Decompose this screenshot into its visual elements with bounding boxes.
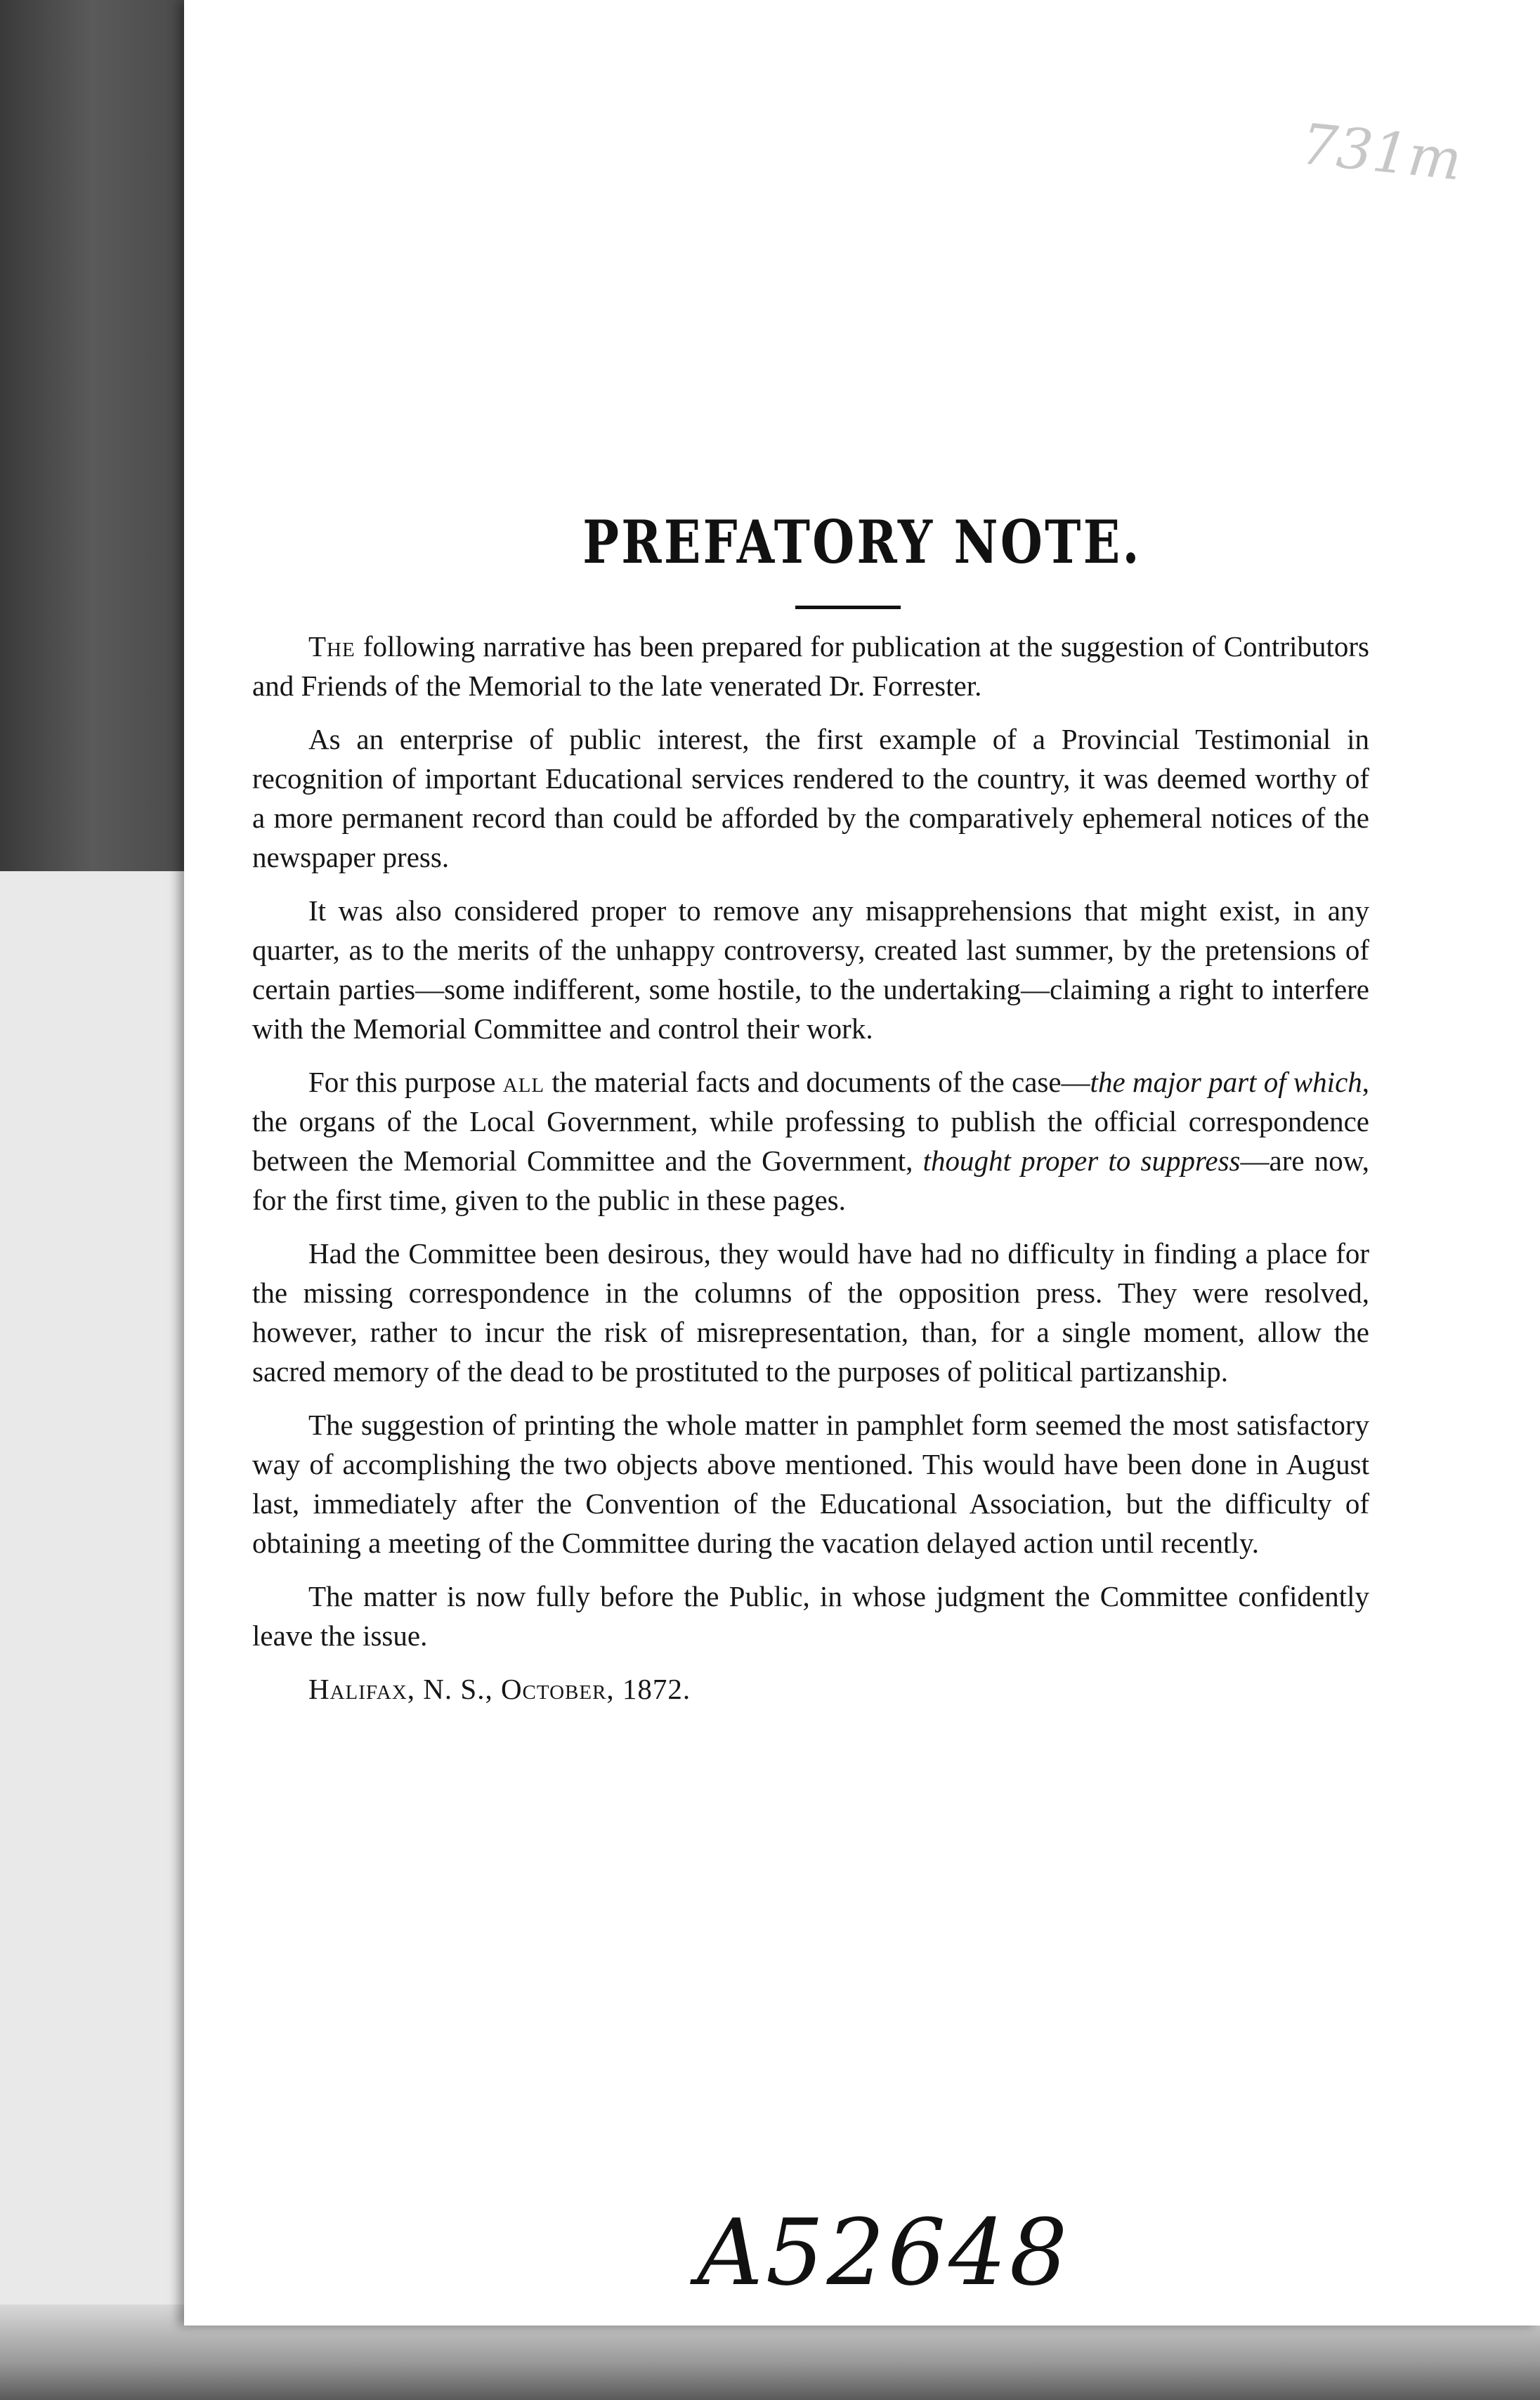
paragraph-4: For this purpose all the material facts and documents of the case—the major part of which, the organs of the Local Government, while professing to publish the official correspondence between the Memorial Committee and the Government, thought proper to suppress—are now, for the first time, given to the public in these pages. [252,1066,1370,1216]
document-page [184,0,1540,2326]
pencil-note: 731m [1298,111,1465,193]
page-title: PREFATORY NOTE. [582,507,1142,577]
handwritten-accession-number: A52648 [697,2199,1071,2306]
paragraph-2: As an enterprise of public interest, the first example of a Provincial Testimonial in recognition of important Educational services rendered to the country, it was deemed worthy of a more permanent record than could be afforded by the comparatively ephemeral notices of the newspaper press. [252,723,1369,873]
title-rule [795,606,901,609]
paragraph-5: Had the Committee been desirous, they would have had no difficulty in finding a place for the missing correspondence in the columns of the opposition press. They were resolved, however, rather to incur the risk of misrepresentation, than, for a single moment, allow the sacred memory of the dead to be prostituted to the purposes of political partizanship. [252,1237,1369,1388]
paragraph-6: The suggestion of printing the whole matter in pamphlet form seemed the most satisfactory way of accomplishing the two objects above mentioned. This would have been done in August last, immediately after the Convention of the Educational Association, but the difficulty of obtaining a meeting of the Committee during the vacation delayed action until recently. [252,1409,1369,1559]
body-text [252,627,1369,1709]
paragraph-7: The matter is now fully before the Public, in whose judgment the Committee confidently leave the issue. [252,1580,1369,1652]
facing-page-edge [0,871,213,2319]
paragraph-3: It was also considered proper to remove any misapprehensions that might exist, in any quarter, as to the merits of the unhappy controversy, created last summer, by the pretensions of certain parties—some indifferent, some hostile, to the undertaking—claiming a right to interfere with the Memorial Committee and control their work. [252,894,1369,1045]
paragraph-lead: The [308,630,355,663]
paragraph-1: The following narrative has been prepared for publication at the suggestion of Contributors and Friends of the Memorial to the late venerated Dr. Forrester. [252,630,1369,702]
dateline: Halifax, N. S., October, 1872. [308,1673,691,1705]
